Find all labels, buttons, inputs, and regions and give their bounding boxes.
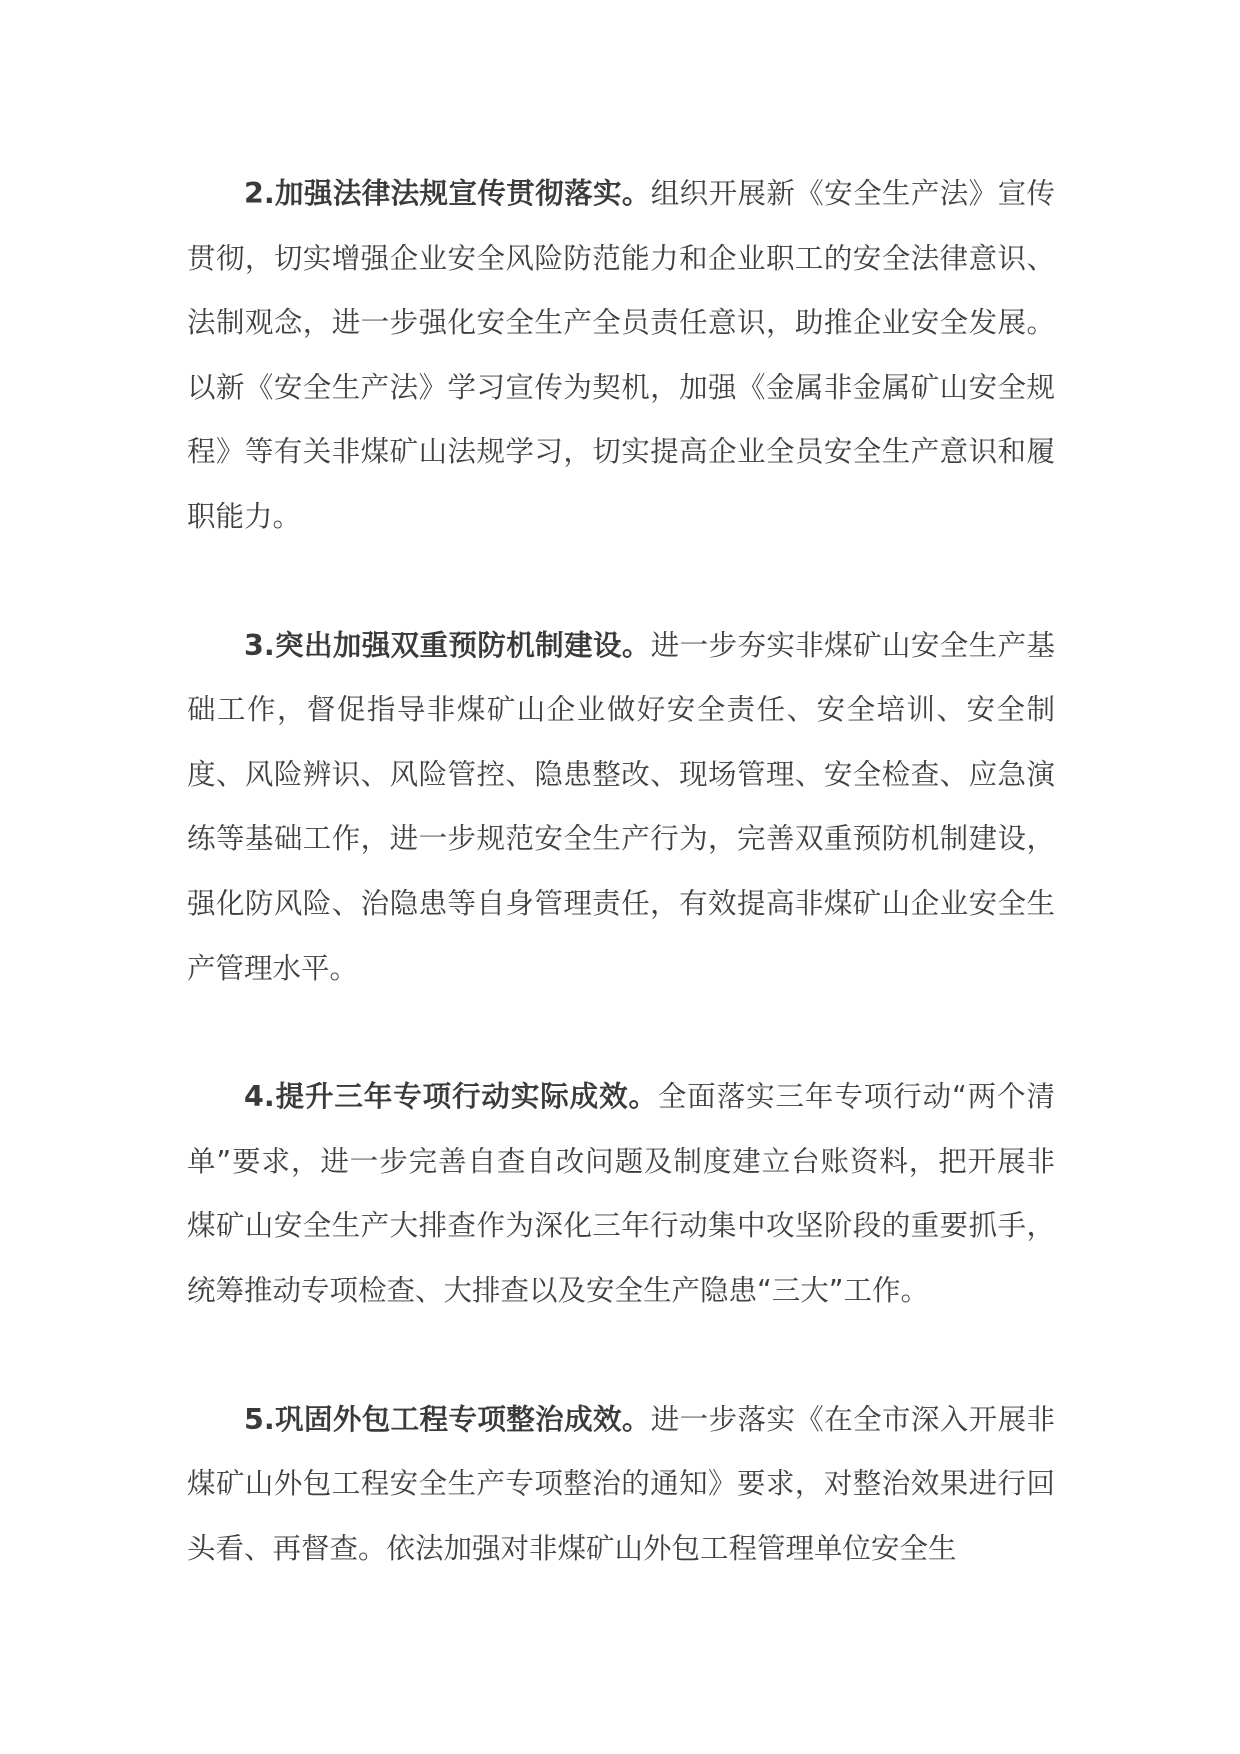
paragraph-text: 进一步落实《在全市深入开展非煤矿山外包工程安全生产专项整治的通知》要求，对整治效果进行回头看、再督查。依法加强对非煤矿山外包工程管理单位安全生 [187,1402,1055,1565]
paragraph-4 [187,1065,1055,1323]
paragraph-5 [187,1388,1055,1582]
paragraph-text: 进一步夯实非煤矿山安全生产基础工作，督促指导非煤矿山企业做好安全责任、安全培训、安全制度、风险辨识、风险管控、隐患整改、现场管理、安全检查、应急演练等基础工作，进一步规范安全生产行为，完善双重预防机制建设，强化防风险、治隐患等自身管理责任，有效提高非煤矿山企业安全生产管理水平。 [187,628,1055,985]
paragraph-3 [187,614,1055,1002]
paragraph-heading: 4.提升三年专项行动实际成效。 [244,1080,658,1114]
document-body [187,162,1055,1581]
paragraph-heading: 2.加强法律法规宣传贯彻落实。 [244,177,651,210]
paragraph-heading: 3.突出加强双重预防机制建设。 [244,628,651,662]
paragraph-heading: 5.巩固外包工程专项整治成效。 [244,1402,651,1436]
paragraph-text: 组织开展新《安全生产法》宣传贯彻，切实增强企业安全风险防范能力和企业职工的安全法律意识、法制观念，进一步强化安全生产全员责任意识，助推企业安全发展。以新《安全生产法》学习宣传为契机，加强《金属非金属矿山安全规程》等有关非煤矿山法规学习，切实提高企业全员安全生产意识和履职能力。 [187,177,1055,533]
paragraph-2 [187,162,1055,550]
paragraph-text: 全面落实三年专项行动“两个清单”要求，进一步完善自查自改问题及制度建立台账资料，把开展非煤矿山安全生产大排查作为深化三年行动集中攻坚阶段的重要抓手，统筹推动专项检查、大排查以及安全生产隐患“三大”工作。 [187,1080,1055,1307]
